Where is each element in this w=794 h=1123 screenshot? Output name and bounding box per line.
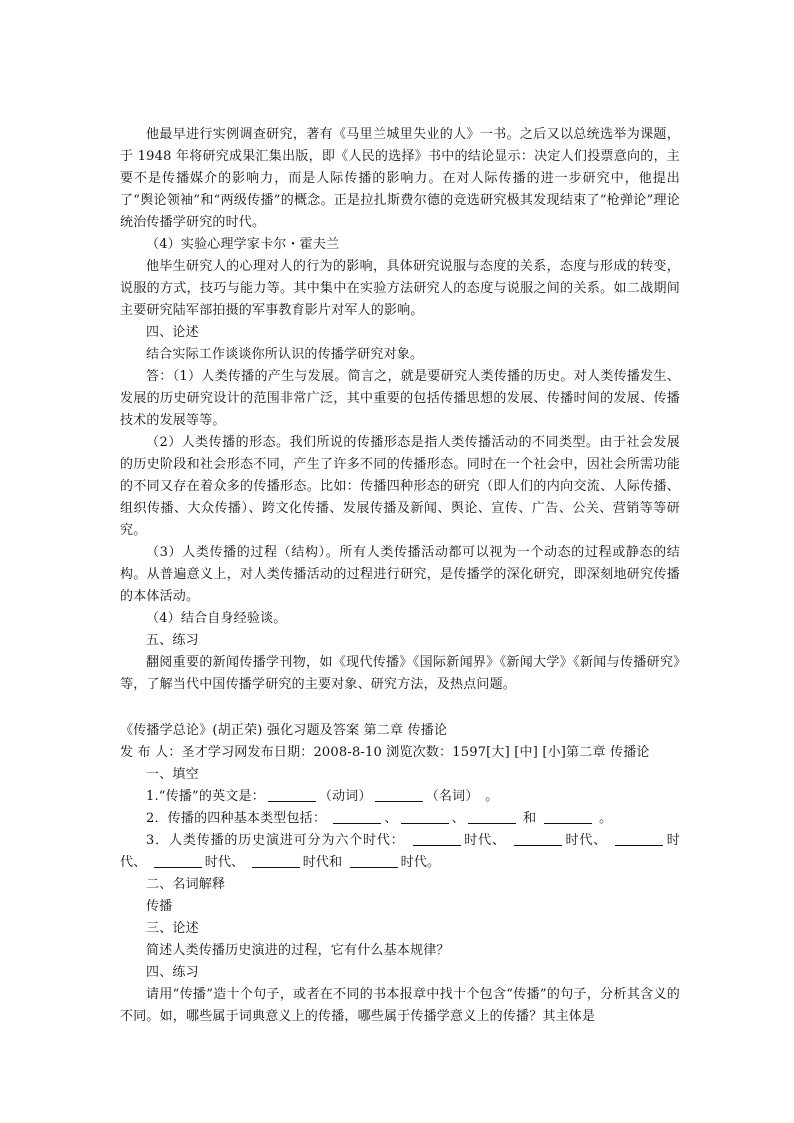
question-2	[120, 808, 680, 830]
answer-item-3: （3）人类传播的过程（结构）。所有人类传播活动都可以视为一个动态的过程或静态的结构。从普遍意义上，对人类传播活动的过程进行研究，是传播学的深化研究，即深刻地研究传播的本体活动。	[120, 545, 680, 604]
question-1-text: 1.“传播”的英文是：	[146, 789, 265, 804]
answer-blank[interactable]	[615, 831, 663, 846]
article-title: 《传播学总论》(胡正荣) 强化习题及答案 第二章 传播论	[120, 723, 448, 738]
discussion-question-2: 简述人类传播历史演进的过程，它有什么基本规律？	[146, 943, 450, 958]
answer-blank[interactable]	[154, 853, 202, 868]
answer-blank[interactable]	[268, 787, 316, 802]
answer-item-4: （4）结合自身经验谈。	[146, 611, 287, 626]
question-1-noun-label: （名词） 。	[425, 789, 499, 804]
paragraph-hovland: 他毕生研究人的心理对人的行为的影响，具体研究说服与态度的关系，态度与形成的转变，说服的方式，技巧与能力等。其中集中在实验方法研究人的态度与说服之间的关系。如二战期间主要研究陆军部拍摄的军事教育影片对军人的影响。	[120, 259, 680, 318]
era-end-label: 时代。	[400, 855, 441, 870]
section-chapter-two	[120, 720, 680, 1028]
question-2-text: 2．传播的四种基本类型包括：	[146, 811, 327, 826]
separator: 、	[384, 811, 398, 826]
era-label: 时代、	[463, 833, 506, 848]
answer-item-2: （2）人类传播的形态。我们所说的传播形态是指人类传播活动的不同类型。由于社会发展的历史阶段和社会形态不同，产生了许多不同的传播形态。同时在一个社会中，因社会所需功能的不同又存在着众多的传播形态。比如：传播四种形态的研究（即人们的内向交流、人际传播、组织传播、大众传播）、跨文化传播、发展传播及新闻、舆论、宣传、广告、公关、营销等等研究。	[120, 435, 680, 538]
era-label: 时代、	[564, 833, 608, 848]
period: 。	[599, 811, 613, 826]
answer-item-1: 答：（1）人类传播的产生与发展。简言之，就是要研究人类传播的历史。对人类传播发生、发展的历史研究设计的范围非常广泛，其中重要的包括传播思想的发展、传播时间的发展、传播技术的发展等等。	[120, 369, 680, 428]
exercise-text: 翻阅重要的新闻传播学刊物，如《现代传播》《国际新闻界》《新闻大学》《新闻与传播研究》等，了解当代中国传播学研究的主要对象、研究方法，及热点问题。	[120, 655, 680, 692]
question-3-text: 3．人类传播的历史演进可分为六个时代：	[146, 833, 405, 848]
answer-blank[interactable]	[468, 809, 516, 824]
heading-term-explanation: 二、名词解释	[146, 877, 226, 892]
heading-exercise: 五、练习	[146, 633, 199, 648]
exercise-text-2: 请用“传播”造十个句子，或者在不同的书本报章中找十个包含“传播”的句子，分析其含义的不同。如，哪些属于词典意义上的传播，哪些属于传播学意义上的传播？其主体是	[120, 987, 680, 1024]
article-meta: 发 布 人：圣才学习网发布日期：2008-8-10 浏览次数：1597[大] [中] [小]第二章 传播论	[120, 745, 650, 760]
question-1-verb-label: （动词）	[318, 789, 372, 804]
era-label: 时代、	[204, 855, 245, 870]
answer-blank[interactable]	[413, 831, 461, 846]
answer-blank[interactable]	[252, 853, 300, 868]
separator: 、	[451, 811, 465, 826]
question-3	[120, 830, 680, 874]
answer-blank[interactable]	[514, 831, 562, 846]
era-label: 时代、	[120, 833, 680, 870]
era-and-label: 时代和	[302, 855, 343, 870]
heading-discussion: 四、论述	[146, 325, 199, 340]
answer-blank[interactable]	[375, 787, 423, 802]
heading-exercise-2: 四、练习	[146, 965, 199, 980]
term-communication: 传播	[146, 899, 173, 914]
discussion-question: 结合实际工作谈谈你所认识的传播学研究对象。	[146, 347, 424, 362]
heading-fill-blank: 一、填空	[146, 767, 199, 782]
paragraph-lazarsfeld: 他最早进行实例调查研究，著有《马里兰城里失业的人》一书。之后又以总统选举为课题，于 1948 年将研究成果汇集出版，即《人民的选择》书中的结论显示：决定人们投票意向的，主要不是传播媒介的影响力，而是人际传播的影响力。在对人际传播的进一步研究中，他提出了“舆论领袖”和“两级传播”的概念。正是拉扎斯费尔德的竞选研究极其发现结束了“枪弹论”理论统治传播学研究的时代。	[120, 127, 680, 230]
item-hovland-title: （4）实验心理学家卡尔・霍夫兰	[146, 237, 340, 252]
conjunction: 和	[523, 811, 537, 826]
answer-blank[interactable]	[333, 809, 381, 824]
answer-blank[interactable]	[401, 809, 449, 824]
question-1	[120, 786, 680, 808]
heading-discussion-2: 三、论述	[146, 921, 199, 936]
answer-blank[interactable]	[350, 853, 398, 868]
section-previous-chapter	[120, 124, 680, 696]
answer-blank[interactable]	[544, 809, 592, 824]
